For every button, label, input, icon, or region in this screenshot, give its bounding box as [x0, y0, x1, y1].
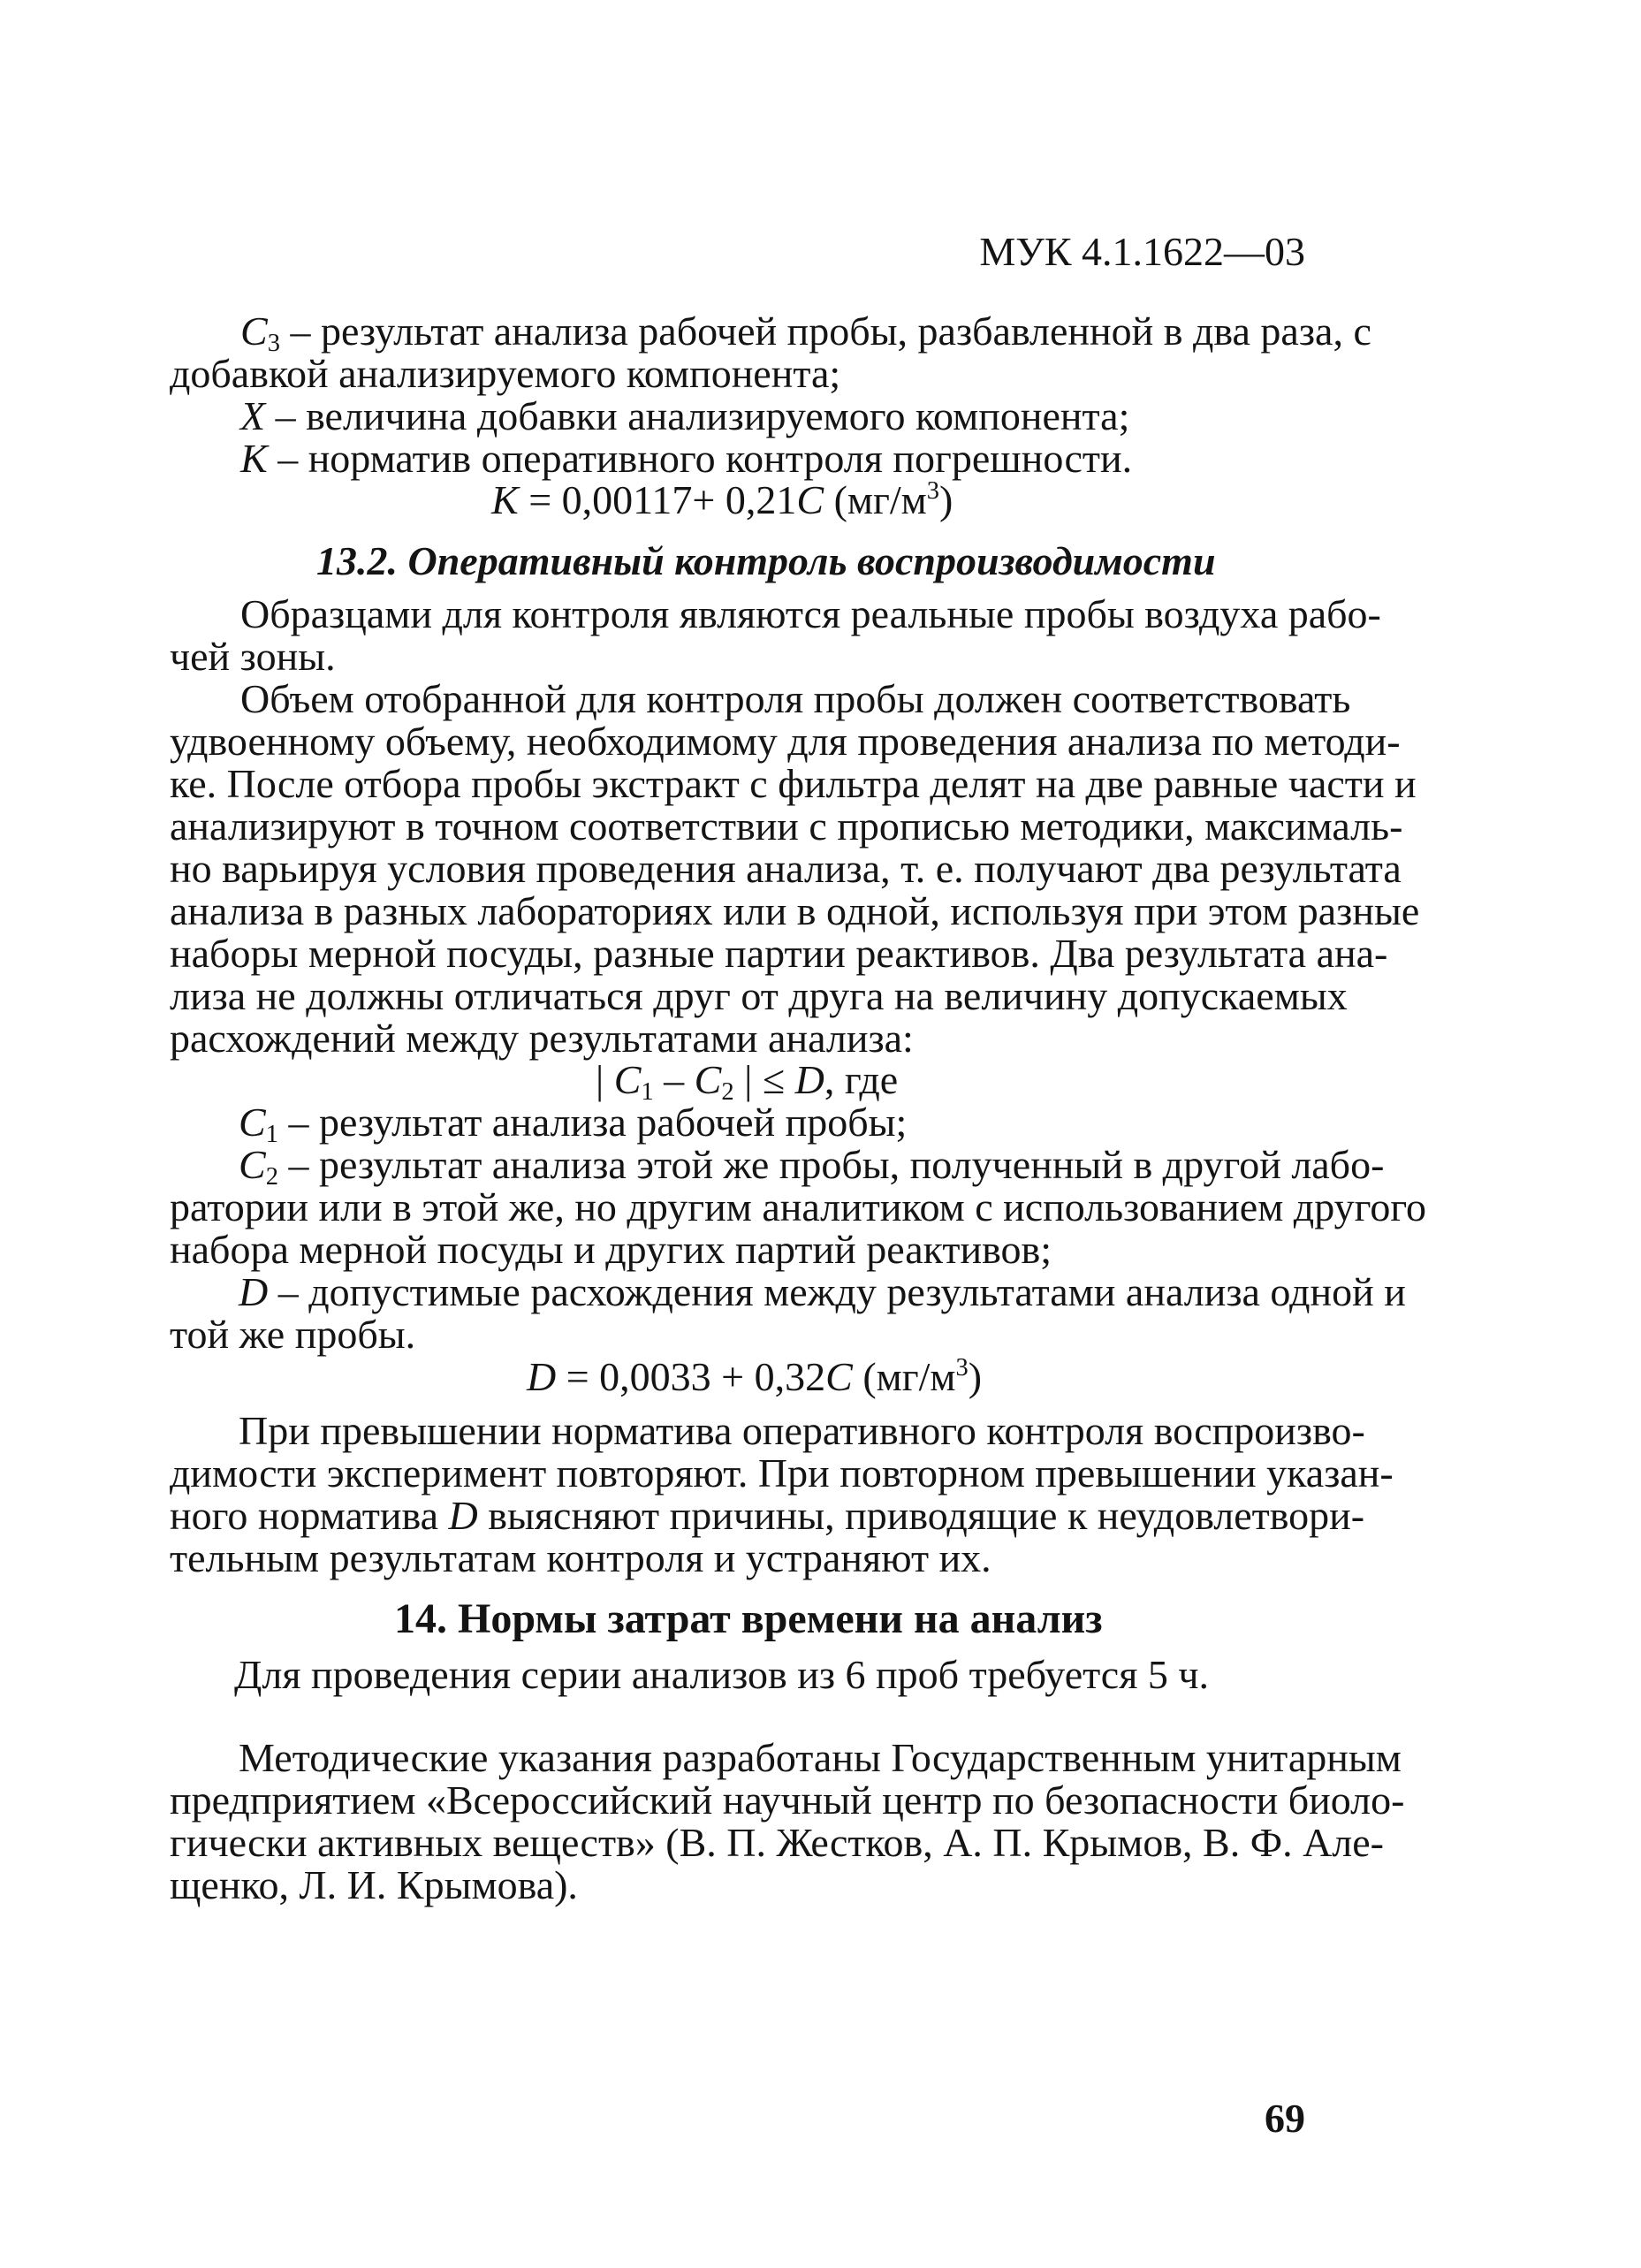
def-c3-line1: $C_3$ – результат анализа рабочей пробы, разбавленной в два раза, с — [240, 308, 1371, 358]
section-14-heading: 14. Нормы затрат времени на анализ — [394, 1595, 1103, 1642]
p5-line3: гически активных веществ» (В. П. Жестков, А. П. Крымов, В. Ф. Але- — [170, 1820, 1384, 1865]
formula-k: K = 0,00117+ 0,21C $(мг/м^3)$ — [491, 476, 953, 522]
p2-line3: ке. После отбора пробы экстракт с фильтра делят на две равные части и — [170, 761, 1417, 806]
p2-line5: но варьируя условия проведения анализа, т. е. получают два результата — [170, 846, 1402, 891]
def-c2-line1: $C_2$ – результат анализа этой же пробы, полученный в другой лабо- — [239, 1142, 1385, 1191]
symbol-c3: C — [240, 308, 268, 354]
def-d-line2: той же пробы. — [170, 1312, 416, 1357]
p5-line2: предприятием «Всероссийский научный центр по безопасности биоло- — [170, 1777, 1405, 1823]
p2-line9: расхождений между результатами анализа: — [170, 1016, 914, 1061]
formula-d: D = 0,0033 + 0,32C $(мг/м^3)$ — [527, 1353, 983, 1399]
section-13-2-heading: 13.2. Оперативный контроль воспроизводимости — [316, 538, 1216, 583]
formula-d-inequality: | $C_1 - C_2$ | ≤ D, где — [596, 1057, 899, 1107]
def-c3-line2: добавкой анализируемого компонента; — [170, 351, 841, 396]
p5-line4: щенко, Л. И. Крымова). — [170, 1862, 578, 1907]
p3-line1: При превышении норматива оперативного контроля воспроизво- — [239, 1408, 1365, 1453]
def-x: X – величина добавки анализируемого компонента; — [240, 393, 1130, 438]
p2-line6: анализа в разных лабораториях или в одной, используя при этом разные — [170, 888, 1420, 933]
page-number: 69 — [1265, 2096, 1305, 2141]
p1-line2: чей зоны. — [170, 634, 336, 679]
p5-line1: Методические указания разработаны Государственным унитарным — [239, 1735, 1402, 1780]
p2-line8: лиза не должны отличаться друг от друга на величину допускаемых — [170, 973, 1348, 1018]
def-c2-line2: ратории или в этой же, но другим аналитиком с использованием другого — [170, 1184, 1427, 1229]
def-k: K – норматив оперативного контроля погрешности. — [240, 436, 1133, 481]
p2-line2: удвоенному объему, необходимому для проведения анализа по методи- — [170, 719, 1401, 764]
def-c1: $C_1$ – результат анализа рабочей пробы; — [239, 1100, 908, 1149]
p1-line1: Образцами для контроля являются реальные пробы воздуха рабо- — [240, 591, 1381, 636]
p3-line4: тельным результатам контроля и устраняют их. — [170, 1535, 991, 1580]
p2-line7: наборы мерной посуды, разные партии реактивов. Два результата ана- — [170, 931, 1388, 976]
def-c2-line3: набора мерной посуды и других партий реактивов; — [170, 1227, 1052, 1272]
p4: Для проведения серии анализов из 6 проб требуется 5 ч. — [234, 1652, 1209, 1697]
def-d-line1: D – допустимые расхождения между результатами анализа одной и — [239, 1269, 1406, 1314]
p3-line2: димости эксперимент повторяют. При повторном превышении указан- — [170, 1450, 1394, 1496]
p3-line3: ного норматива D выясняют причины, приводящие к неудовлетвори- — [170, 1493, 1365, 1538]
p2-line4: анализируют в точном соответствии с прописью методики, максималь- — [170, 803, 1403, 849]
p2-line1: Объем отобранной для контроля пробы должен соответствовать — [240, 676, 1351, 721]
running-header: МУК 4.1.1622—03 — [979, 229, 1305, 274]
